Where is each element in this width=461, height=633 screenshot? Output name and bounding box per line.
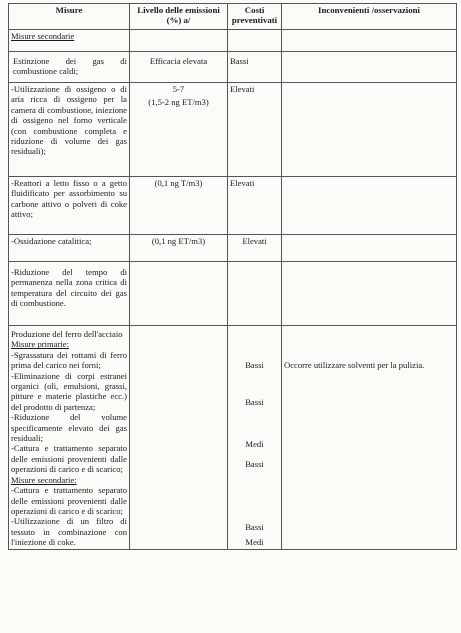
section-row xyxy=(9,30,457,52)
table-row xyxy=(9,83,457,177)
measure-cell: -Reattori a letto fisso o a getto fluidificato per assorbimento su carbone attivo o polveri di coke attivo; xyxy=(9,177,130,235)
section-title: Misure secondarie xyxy=(9,30,130,52)
header-costs: Costi preventivati xyxy=(228,4,282,30)
header-remarks: Inconvenienti /osservazioni xyxy=(282,4,457,30)
emission-cell: Efficacia elevata xyxy=(130,52,228,83)
table-row xyxy=(9,235,457,262)
measure-cell: Produzione del ferro dell'acciaio Misure primarie: -Sgrassatura dei rottami di ferro prima del carico nei forni; -Eliminazione di corpi estranei organici (oli, emulsioni, grassi, pitture e materie plastiche ecc.) del prodotto di partenza; -Riduzione del volume specificamente elevato dei gas residuali; -Cattura e trattamento separato delle emissioni provenienti dalle operazioni di carico e di scarico; Misure secondarie: -Cattura e trattamento separato delle emissioni provenienti dalle operazioni di carico e di scarico; -Utilizzazione di un filtro di tessuto in combinazione con l'iniezione di coke. xyxy=(9,326,130,550)
note-cell xyxy=(282,262,457,326)
header-emission-level: Livello delle emissioni (%) a/ xyxy=(130,4,228,30)
note-cell xyxy=(282,235,457,262)
cost-cell: Bassi xyxy=(228,52,282,83)
emission-cell xyxy=(130,262,228,326)
note-cell xyxy=(282,177,457,235)
measure-cell: -Riduzione del tempo di permanenza nella zona critica di temperatura del circuito dei gas di combustione. xyxy=(9,262,130,326)
table-header-row xyxy=(9,4,457,30)
emission-cell: (0,1 ng ET/m3) xyxy=(130,235,228,262)
header-measures: Misure xyxy=(9,4,130,30)
measures-table xyxy=(8,3,457,550)
measure-cell: -Ossidazione catalitica; xyxy=(9,235,130,262)
measure-cell: -Utilizzazione di ossigeno o di aria ricca di ossigeno per la camera di combustione, iniezione di ossigeno nel forno verticale (con combustione completa e riduzione di volume dei gas residuali); xyxy=(9,83,130,177)
note-cell xyxy=(282,83,457,177)
note-cell xyxy=(282,52,457,83)
emission-cell xyxy=(130,326,228,550)
table-row xyxy=(9,262,457,326)
emission-cell: 5-7 (1,5-2 ng ET/m3) xyxy=(130,83,228,177)
cost-cell: Elevati xyxy=(228,83,282,177)
note-cell: Occorre utilizzare solventi per la pulizia. xyxy=(282,326,457,550)
cost-cell xyxy=(228,262,282,326)
table-row xyxy=(9,52,457,83)
cost-cell: Bassi Bassi Medi Bassi Bassi Medi xyxy=(228,326,282,550)
emission-cell: (0,1 ng T/m3) xyxy=(130,177,228,235)
cost-cell: Elevati xyxy=(228,177,282,235)
iron-steel-row xyxy=(9,326,457,550)
cost-cell: Elevati xyxy=(228,235,282,262)
table-row xyxy=(9,177,457,235)
measure-cell: Estinzione dei gas di combustione caldi; xyxy=(9,52,130,83)
